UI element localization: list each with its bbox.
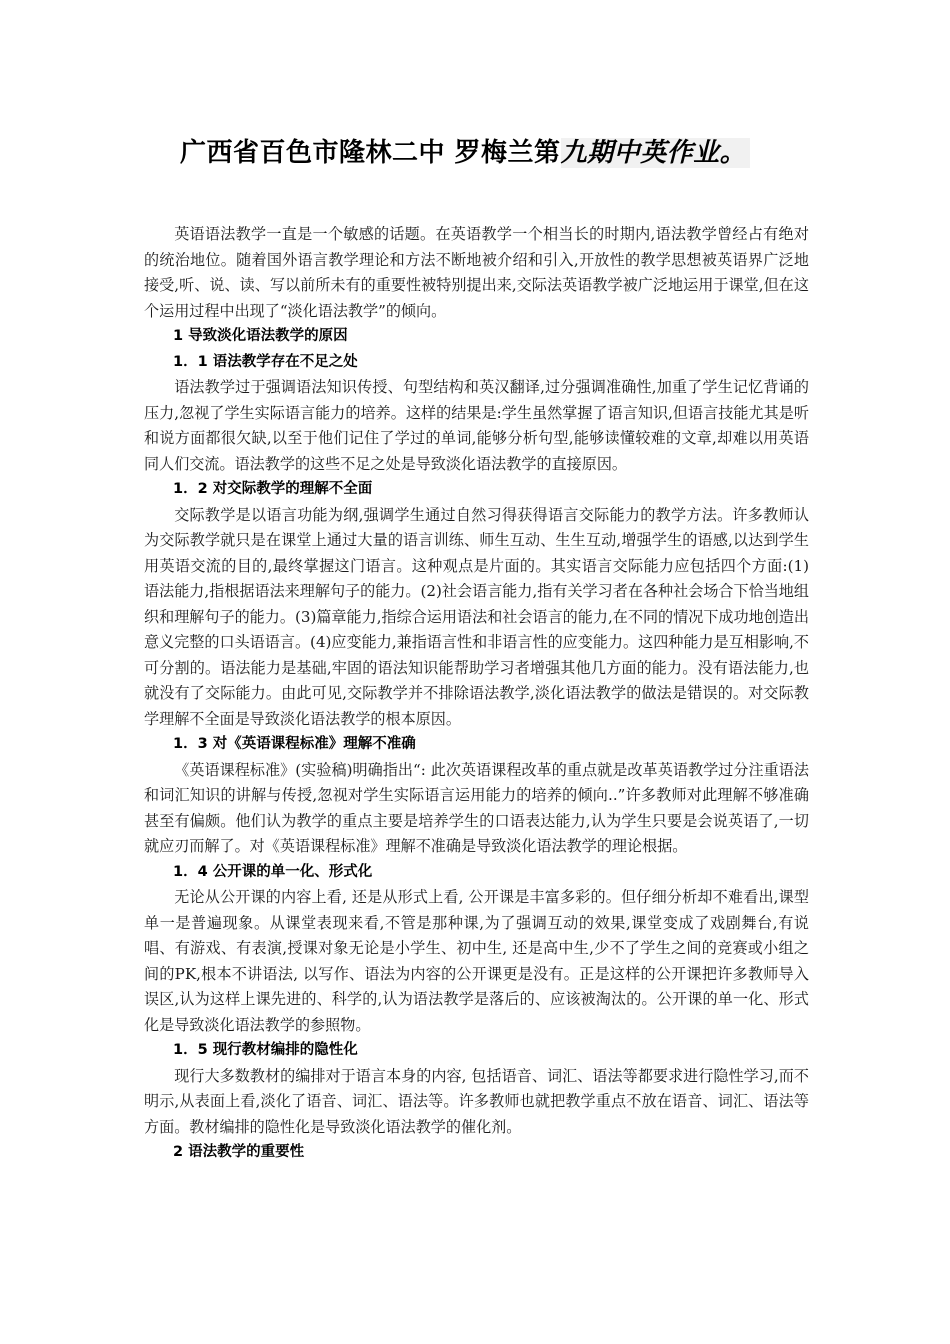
subsection-heading-1-2: 1．2 对交际教学的理解不全面 — [173, 481, 373, 497]
article-body — [144, 222, 809, 1166]
title-main: 广西省百色市隆林二中 罗梅兰第 — [180, 138, 561, 168]
subsection-heading-1-4: 1．4 公开课的单一化、形式化 — [173, 863, 373, 880]
page-title — [180, 132, 747, 169]
title-italic-part: 九期中英作业。 — [561, 138, 751, 168]
subsection-heading-1-1: 1．1 语法教学存在不足之处 — [173, 353, 358, 370]
intro-paragraph: 英语语法教学一直是一个敏感的话题。在英语教学一个相当长的时期内,语法教学曾经占有绝对的统治地位。随着国外语言教学理论和方法不断地被介绍和引入,开放性的教学思想被英语界广泛地接受,听、说、读、写以前所未有的重要性被特别提出来,交际法英语教学被广泛地运用于课堂,但在这个运用过程中出现了“淡化语法教学”的倾向。 — [144, 225, 809, 320]
section-heading-1: 1 导致淡化语法教学的原因 — [173, 328, 348, 344]
paragraph-1-1: 语法教学过于强调语法知识传授、句型结构和英汉翻译,过分强调准确性,加重了学生记忆背诵的压力,忽视了学生实际语言能力的培养。这样的结果是:学生虽然掌握了语言知识,但语言技能尤其是听和说方面都很欠缺,以至于他们记住了学过的单词,能够分析句型,能够读懂较难的文章,却难以用英语同人们交流。语法教学的这些不足之处是导致淡化语法教学的直接原因。 — [144, 378, 809, 473]
paragraph-1-4: 无论从公开课的内容上看, 还是从形式上看, 公开课是丰富多彩的。但仔细分析却不难看出,课型单一是普遍现象。从课堂表现来看,不管是那种课,为了强调互动的效果,课堂变成了戏剧舞台,有说唱、有游戏、有表演,授课对象无论是小学生、初中生, 还是高中生,少不了学生之间的竞赛或小组之间的PK,根本不讲语法, 以写作、语法为内容的公开课更是没有。正是这样的公开课把许多教师导入误区,认为这样上课先进的、科学的,认为语法教学是落后的、应该被淘汰的。公开课的单一化、形式化是导致淡化语法教学的参照物。 — [144, 888, 809, 1034]
subsection-heading-1-5: 1．5 现行教材编排的隐性化 — [173, 1042, 358, 1058]
section-heading-2: 2 语法教学的重要性 — [173, 1144, 305, 1160]
subsection-heading-1-3: 1．3 对《英语课程标准》理解不准确 — [173, 736, 416, 752]
paragraph-1-3: 《英语课程标准》(实验稿)明确指出“: 此次英语课程改革的重点就是改革英语教学过分注重语法和词汇知识的讲解与传授,忽视对学生实际语言运用能力的培养的倾向..”许多教师对此理解不够准确甚至有偏颇。他们认为教学的重点主要是培养学生的口语表达能力,认为学生只要是会说英语了,一切就应刃而解了。对《英语课程标准》理解不准确是导致淡化语法教学的理论根据。 — [144, 760, 809, 855]
paragraph-1-5: 现行大多数教材的编排对于语言本身的内容, 包括语音、词汇、语法等都要求进行隐性学习,而不明示,从表面上看,淡化了语音、词汇、语法等。许多教师也就把教学重点不放在语音、词汇、语法等方面。教材编排的隐性化是导致淡化语法教学的催化剂。 — [144, 1066, 809, 1136]
paragraph-1-2: 交际教学是以语言功能为纲,强调学生通过自然习得获得语言交际能力的教学方法。许多教师认为交际教学就只是在课堂上通过大量的语言训练、师生互动、生生互动,增强学生的语感,以达到学生用英语交流的目的,最终掌握这门语言。这种观点是片面的。其实语言交际能力应包括四个方面:(1)语法能力,指根据语法来理解句子的能力。(2)社会语言能力,指有关学习者在各种社会场合下恰当地组织和理解句子的能力。(3)篇章能力,指综合运用语法和社会语言的能力,在不同的情况下成功地创造出意义完整的口头语语言。(4)应变能力,兼指语言性和非语言性的应变能力。这四种能力是互相影响,不可分割的。语法能力是基础,牢固的语法知识能帮助学习者增强其他几方面的能力。没有语法能力,也就没有了交际能力。由此可见,交际教学并不排除语法教学,淡化语法教学的做法是错误的。对交际教学理解不全面是导致淡化语法教学的根本原因。 — [144, 505, 809, 728]
